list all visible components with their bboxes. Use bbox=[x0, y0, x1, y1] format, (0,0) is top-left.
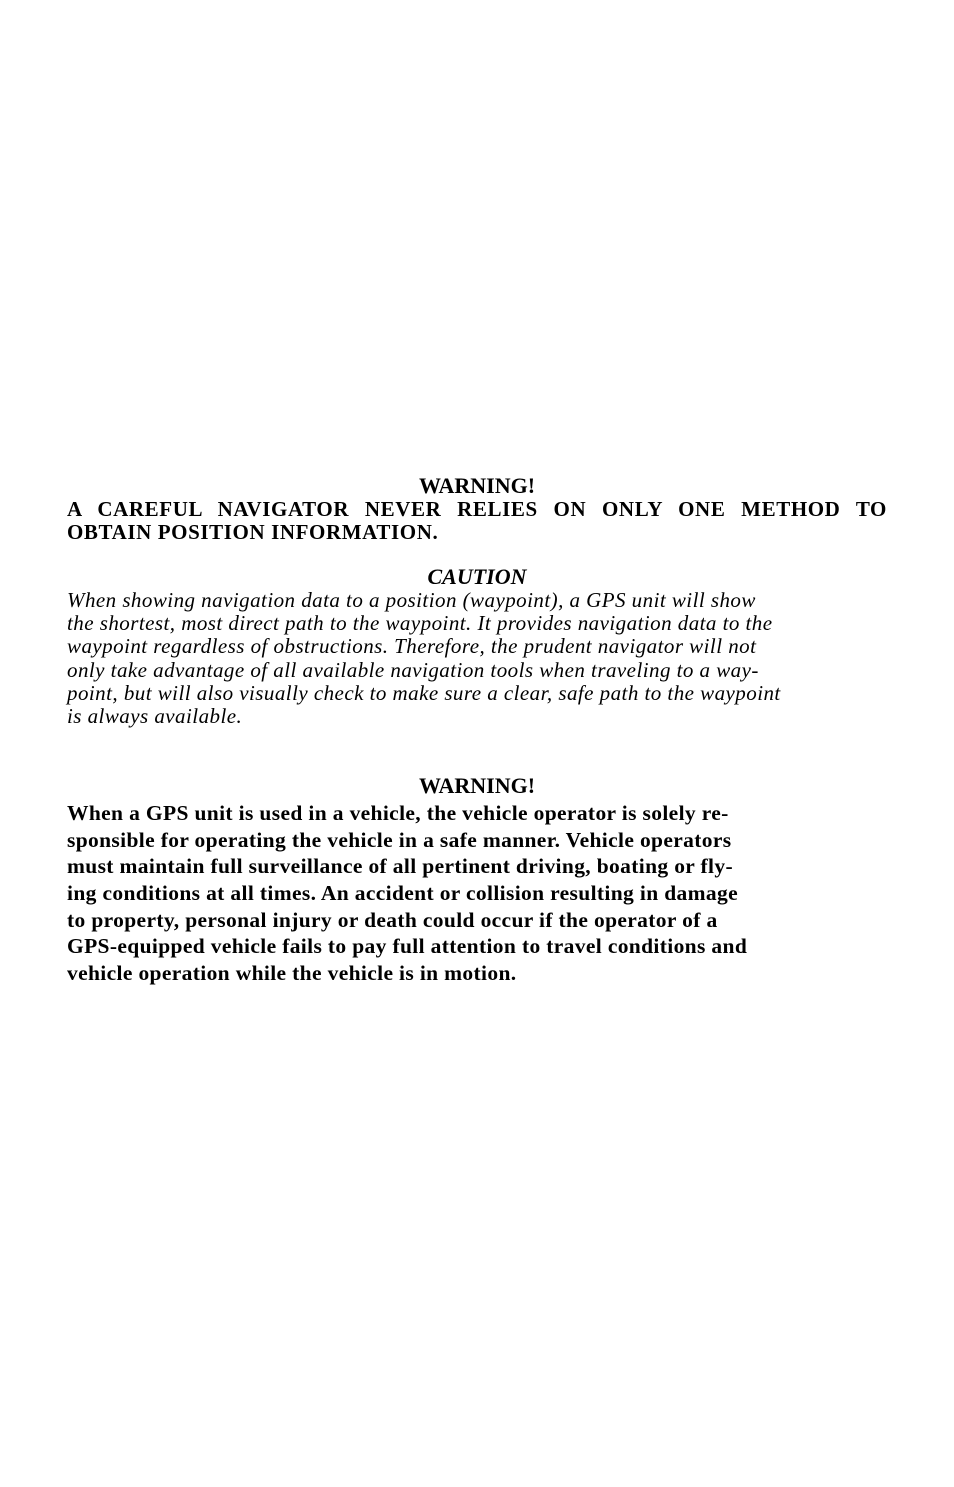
warning-line: sponsible for operating the vehicle in a safe manner. Vehicle operators bbox=[67, 827, 732, 852]
caution-section bbox=[67, 565, 887, 728]
caution-line: point, but will also visually check to make sure a clear, safe path to the waypoint bbox=[67, 680, 781, 705]
warning-line: When a GPS unit is used in a vehicle, the vehicle operator is solely re- bbox=[67, 801, 729, 826]
warning-line: must maintain full surveillance of all pertinent driving, boating or fly- bbox=[67, 854, 733, 879]
caution-text bbox=[67, 589, 887, 728]
document-page bbox=[67, 474, 887, 986]
warning-section-vehicle bbox=[67, 774, 887, 986]
warning-heading: WARNING! bbox=[418, 773, 536, 799]
warning-section-navigation bbox=[67, 474, 887, 544]
caution-line: When showing navigation data to a position (waypoint), a GPS unit will show bbox=[67, 588, 756, 612]
warning-line: to property, personal injury or death could occur if the operator of a bbox=[67, 907, 718, 932]
caution-line: waypoint regardless of obstructions. Therefore, the prudent navigator will not bbox=[67, 634, 757, 659]
caution-line: the shortest, most direct path to the waypoint. It provides navigation data to the bbox=[67, 611, 773, 636]
warning-line: vehicle operation while the vehicle is in motion. bbox=[67, 960, 517, 985]
caution-heading: CAUTION bbox=[427, 564, 527, 589]
caution-line: is always available. bbox=[67, 704, 243, 729]
caution-line: only take advantage of all available navigation tools when traveling to a way- bbox=[67, 657, 759, 682]
warning-vehicle-text bbox=[67, 800, 887, 986]
warning-line: ing conditions at all times. An accident or collision resulting in damage bbox=[67, 881, 738, 905]
warning-heading: WARNING! bbox=[418, 473, 536, 498]
warning-line: GPS-equipped vehicle fails to pay full attention to travel conditions and bbox=[67, 934, 748, 959]
warning-navigation-text: A CAREFUL NAVIGATOR NEVER RELIES ON ONLY ONE METHOD TO OBTAIN POSITION INFORMATION. bbox=[67, 497, 887, 544]
